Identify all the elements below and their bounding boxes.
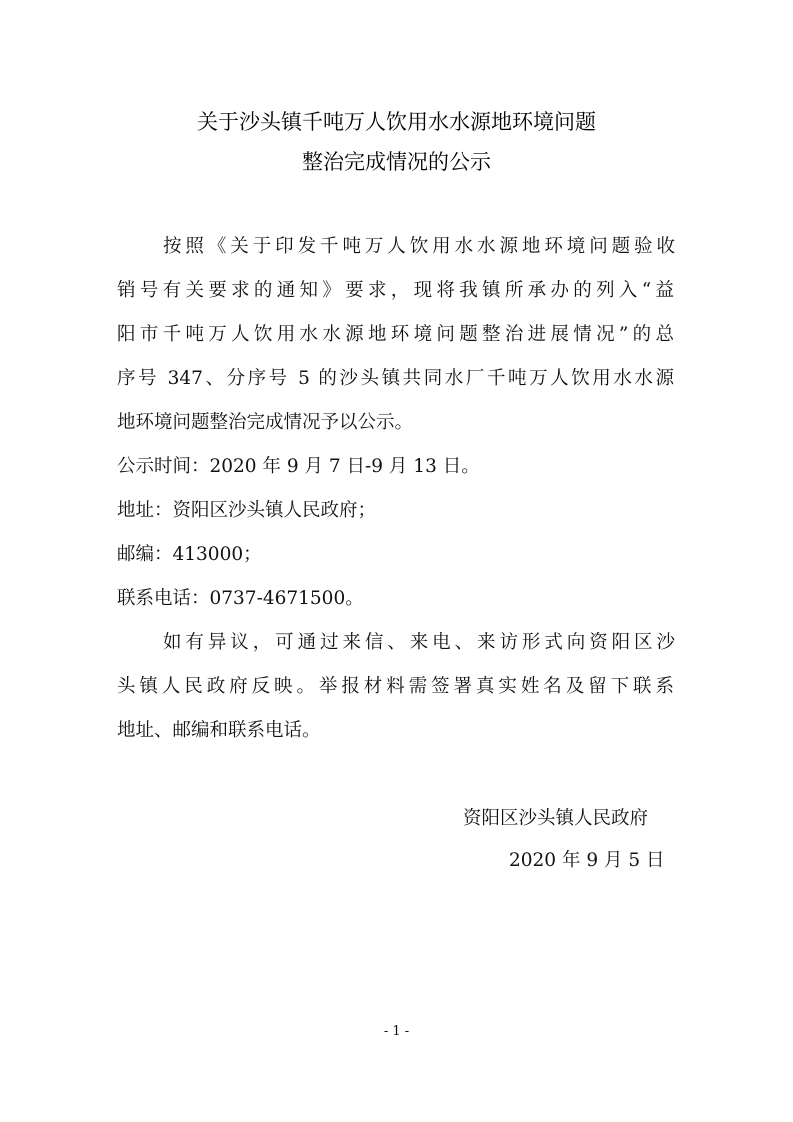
paragraph-1-line-2: 销号有关要求的通知》要求，现将我镇所承办的列入“益 (117, 280, 674, 301)
paragraph-1-line-3: 阳市千吨万人饮用水水源地环境问题整治进展情况”的总 (117, 324, 674, 345)
address: 地址：资阳区沙头镇人民政府； (117, 500, 377, 521)
signature-date: 2020 年 9 月 5 日 (509, 850, 665, 871)
paragraph-1-line-5: 地环境问题整治完成情况予以公示。 (117, 412, 414, 433)
paragraph-1-line-4: 序号 347、分序号 5 的沙头镇共同水厂千吨万人饮用水水源 (117, 368, 674, 389)
paragraph-2-line-1: 如有异议，可通过来信、来电、来访形式向资阳区沙 (163, 632, 675, 653)
document-title-line-1: 关于沙头镇千吨万人饮用水水源地环境问题 (197, 110, 596, 134)
paragraph-2-line-3: 地址、邮编和联系电话。 (117, 720, 321, 741)
notice-time: 公示时间：2020 年 9 月 7 日-9 月 13 日。 (117, 456, 480, 477)
contact-phone: 联系电话：0737-4671500。 (117, 588, 364, 609)
document-title-line-2: 整治完成情况的公示 (302, 150, 491, 174)
page-number: - 1 - (383, 1024, 410, 1039)
signature-organization: 资阳区沙头镇人民政府 (463, 808, 649, 829)
paragraph-1-line-1: 按照《关于印发千吨万人饮用水水源地环境问题验收 (163, 236, 675, 257)
postcode: 邮编：413000； (117, 544, 262, 565)
paragraph-2-line-2: 头镇人民政府反映。举报材料需签署真实姓名及留下联系 (117, 676, 674, 697)
